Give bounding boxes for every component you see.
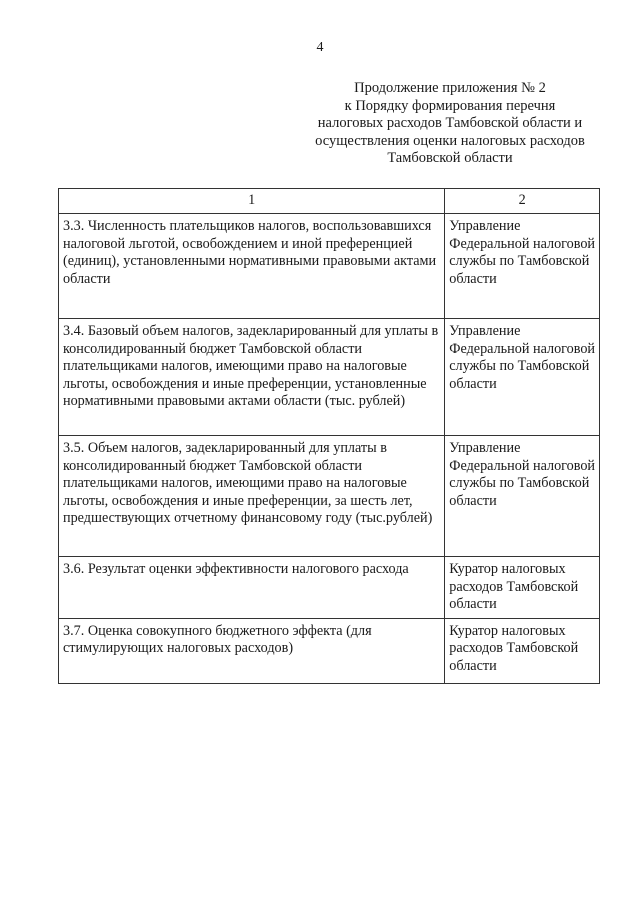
annex-header-line: Продолжение приложения № 2 — [354, 80, 546, 96]
source-cell: Куратор налоговых расходов Тамбовской области — [445, 618, 600, 683]
indicator-cell: 3.7. Оценка совокупного бюджетного эффекта (для стимулирующих налоговых расходов) — [59, 618, 445, 683]
table-row — [59, 319, 600, 436]
annex-header-line: налоговых расходов Тамбовской области и — [317, 115, 583, 131]
column-header: 2 — [445, 189, 600, 214]
indicators-table — [58, 188, 600, 684]
table-row — [59, 557, 600, 619]
annex-header — [300, 80, 600, 168]
indicator-cell: 3.4. Базовый объем налогов, задекларированный для уплаты в консолидированный бюджет Тамбовской области плательщиками налогов, имеющими право на налоговые льготы, освобождения и иные преференции, установленные нормативными правовыми актами области (тыс. рублей) — [59, 319, 445, 436]
column-header: 1 — [59, 189, 445, 214]
annex-header-line: Тамбовской области — [387, 150, 513, 166]
annex-header-line: осуществления оценки налоговых расходов — [315, 132, 585, 149]
table-row — [59, 436, 600, 557]
annex-header-line: к Порядку формирования перечня — [344, 97, 556, 114]
table-row — [59, 618, 600, 683]
table-header-row — [59, 189, 600, 214]
page-number: 4 — [316, 40, 324, 55]
source-cell: Управление Федеральной налоговой службы по Тамбовской области — [445, 319, 600, 436]
indicator-cell: 3.5. Объем налогов, задекларированный для уплаты в консолидированный бюджет Тамбовской области плательщиками налогов, имеющими право на налоговые льготы, освобождения и иные преференции, за шесть лет, предшествующих отчетному финансовому году (тыс.рублей) — [59, 436, 445, 557]
indicator-cell: 3.3. Численность плательщиков налогов, воспользовавшихся налоговой льготой, освобождением и иной преференцией (единиц), установленными нормативными правовыми актами области — [59, 214, 445, 319]
indicator-cell: 3.6. Результат оценки эффективности налогового расхода — [59, 557, 445, 619]
source-cell: Куратор налоговых расходов Тамбовской области — [445, 557, 600, 619]
source-cell: Управление Федеральной налоговой службы по Тамбовской области — [445, 214, 600, 319]
source-cell: Управление Федеральной налоговой службы по Тамбовской области — [445, 436, 600, 557]
table-row — [59, 214, 600, 319]
